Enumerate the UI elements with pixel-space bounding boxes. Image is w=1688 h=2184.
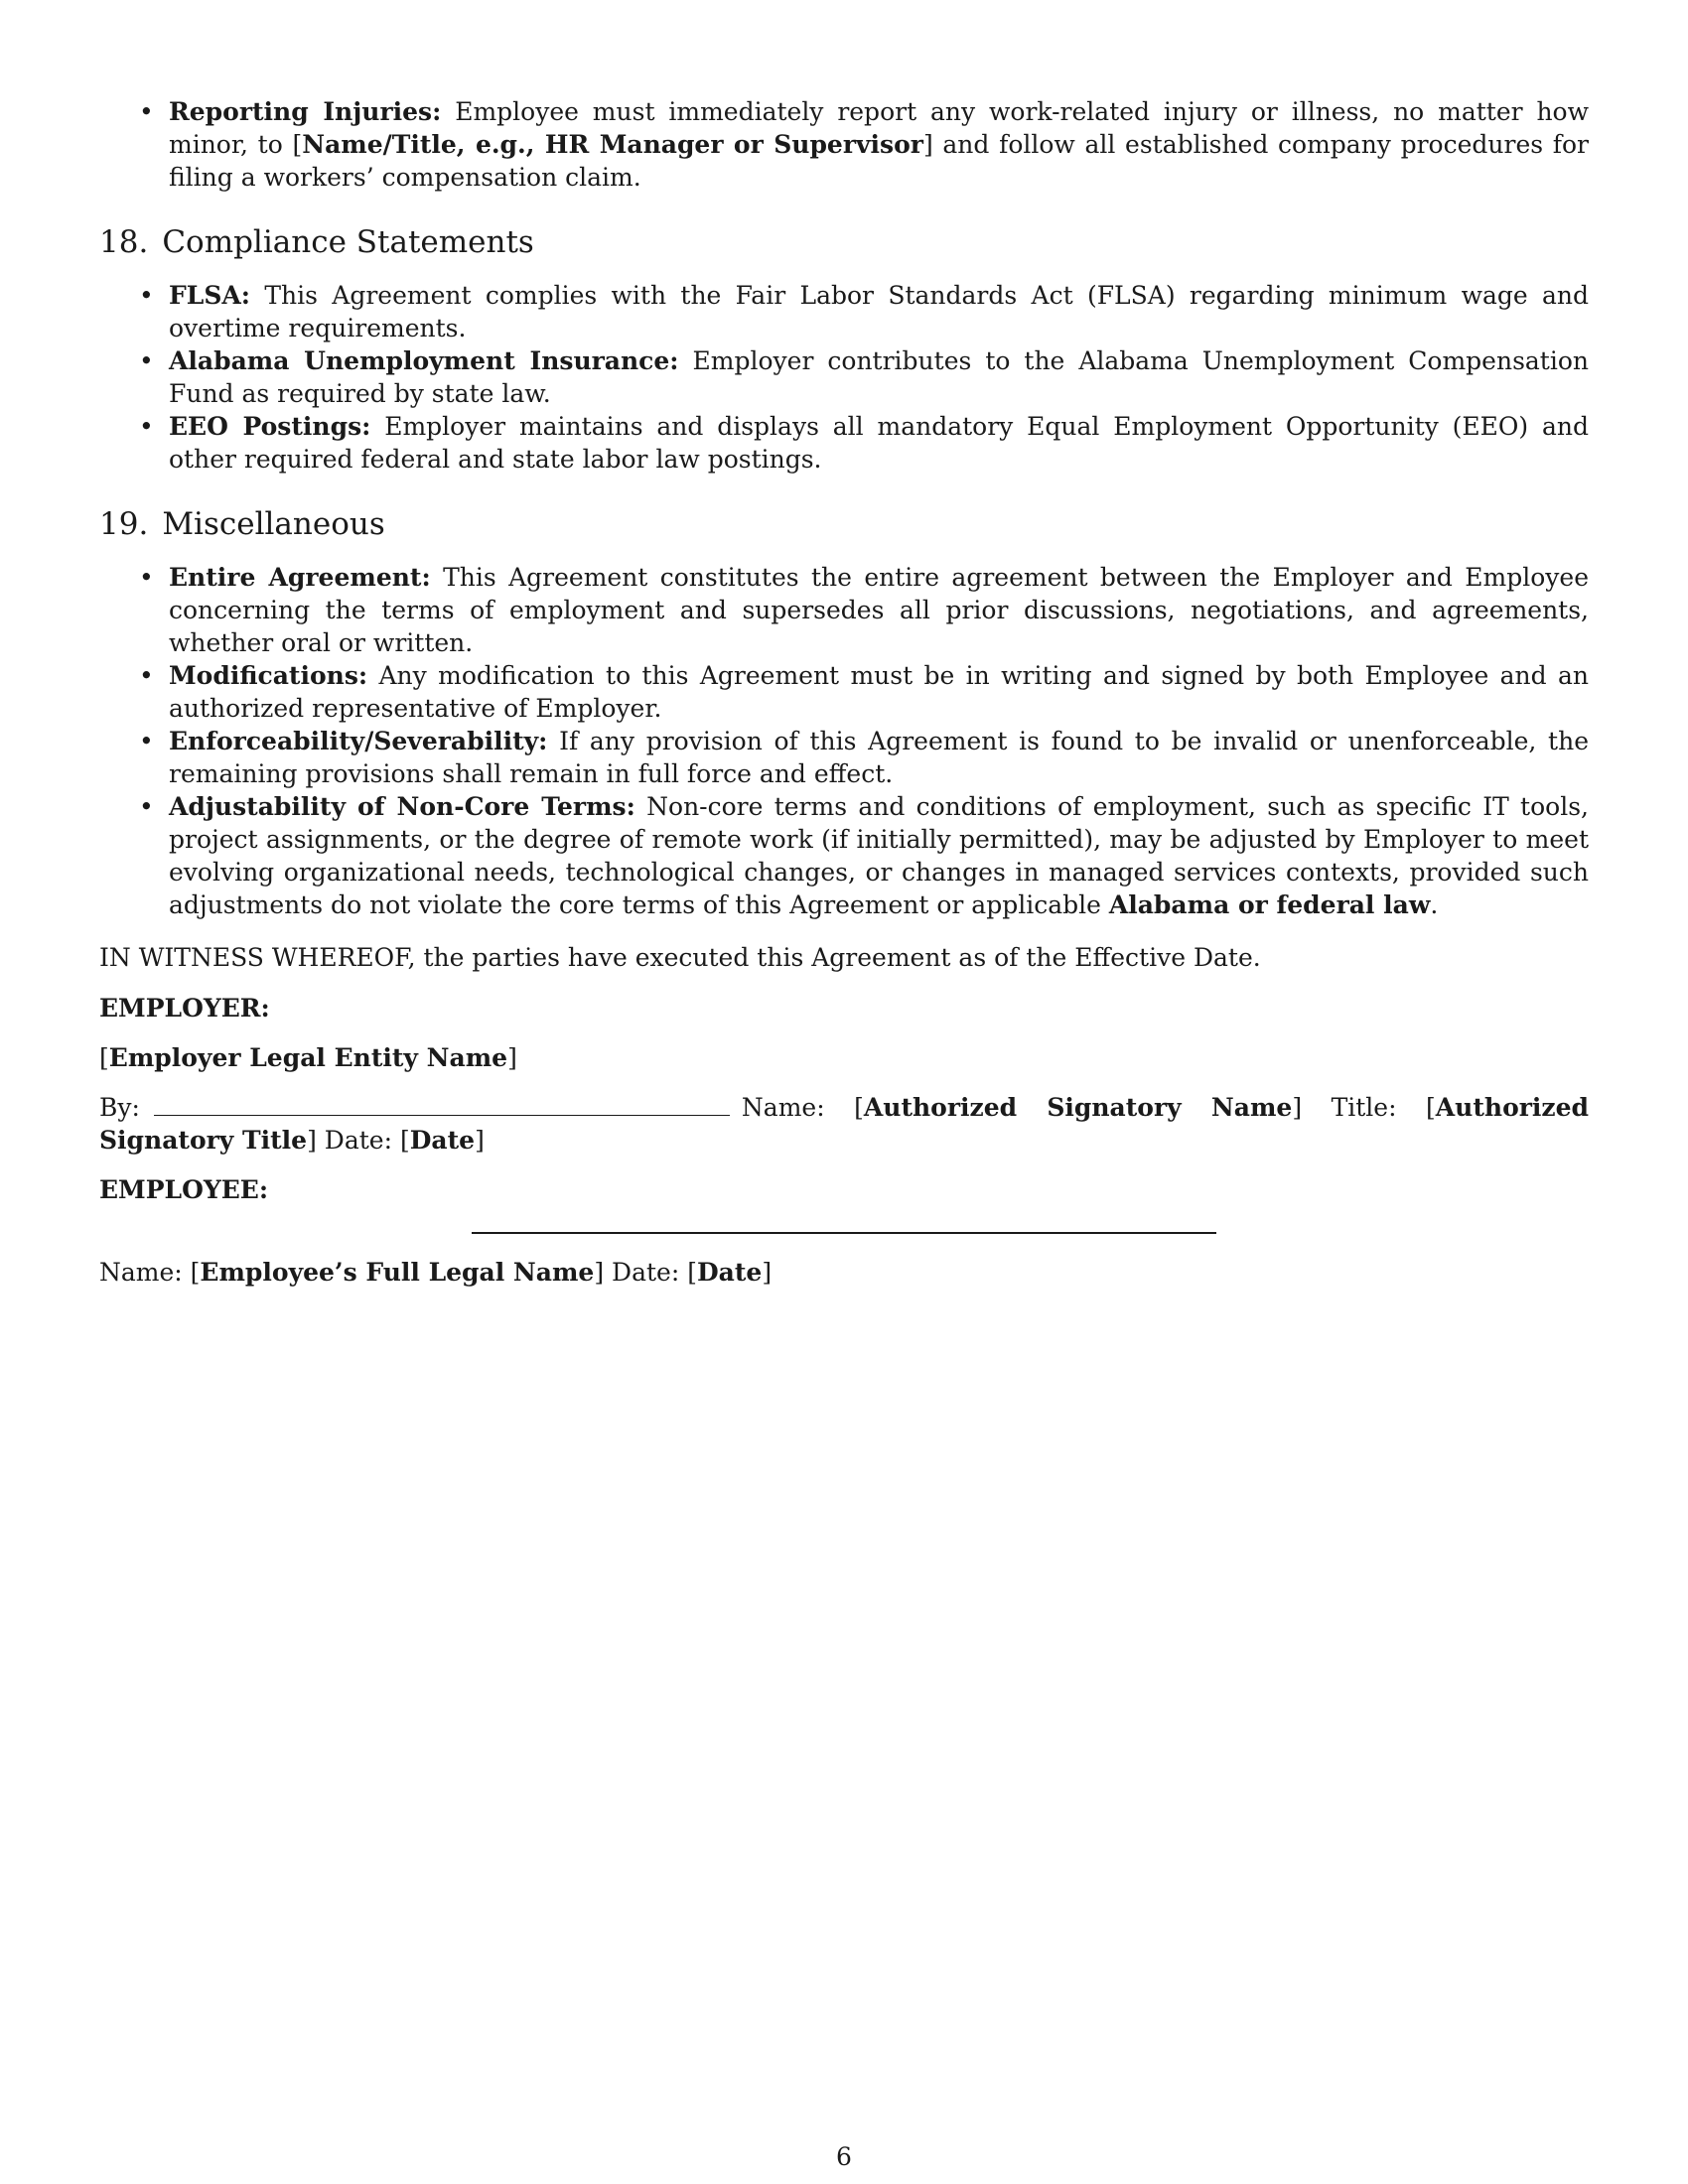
item-label: Modifications: <box>169 661 368 690</box>
list-item <box>99 410 1589 476</box>
section-18-number: 18. <box>99 224 149 260</box>
witness-statement: IN WITNESS WHEREOF, the parties have executed this Agreement as of the Effective Date. <box>99 943 1261 972</box>
list-item <box>99 344 1589 410</box>
list-item <box>99 659 1589 725</box>
item-text: Employer contributes to the Alabama Unemployment Compensation Fund as required by state law. <box>169 346 1589 408</box>
list-item <box>99 725 1589 790</box>
item-label: EEO Postings: <box>169 412 371 441</box>
item-label: Enforceability/Severability: <box>169 727 548 755</box>
reporting-injuries-text: Employee must immediately report any work-related injury or illness, no matter how minor, to [ <box>169 97 1589 159</box>
item-text: This Agreement complies with the Fair Labor Standards Act (FLSA) regarding minimum wage and overtime requirements. <box>169 281 1589 342</box>
section-19-number: 19. <box>99 506 149 542</box>
compliance-list <box>99 279 1589 476</box>
item-text: Any modification to this Agreement must be in writing and signed by both Employee and an authorized representative of Employer. <box>169 661 1589 723</box>
bracket: [ <box>99 1043 109 1072</box>
item-text: This Agreement constitutes the entire agreement between the Employer and Employee concerning the terms of employment and supersedes all prior discussions, negotiations, and agreements, whether oral or written. <box>169 563 1589 657</box>
section-18-title: Compliance Statements <box>162 224 534 260</box>
item-text: Non-core terms and conditions of employment, such as specific IT tools, project assignments, or the degree of remote work (if initially permitted), may be adjusted by Employer to meet evolving organizational needs, technological changes, or changes in managed services contexts, provided such adjustments do not violate the core terms of this Agreement or applicable <box>169 792 1589 919</box>
date-label: ] Date: [ <box>594 1258 697 1287</box>
item-text: Employer maintains and displays all mandatory Equal Employment Opportunity (EEO) and other required federal and state labor law postings. <box>169 412 1589 474</box>
reporting-contact-placeholder: Name/Title, e.g., HR Manager or Supervisor <box>302 130 923 159</box>
page-number: 6 <box>836 2142 852 2171</box>
list-item <box>99 561 1589 659</box>
bracket: ] <box>475 1126 485 1155</box>
employer-signature-block <box>99 1091 1589 1157</box>
item-label: Adjustability of Non-Core Terms: <box>169 792 635 821</box>
employer-label: EMPLOYER: <box>99 994 270 1023</box>
employee-signature-line <box>472 1232 1216 1234</box>
reporting-injuries-label: Reporting Injuries: <box>169 97 442 126</box>
employer-date: Date <box>409 1126 476 1155</box>
item-label: FLSA: <box>169 281 251 310</box>
list-item <box>99 279 1589 344</box>
bracket: ] <box>507 1043 517 1072</box>
authorized-signatory-name: Authorized Signatory Name <box>863 1093 1293 1122</box>
item-bold-law: Alabama or federal law <box>1108 890 1431 919</box>
employer-entity-name: Employer Legal Entity Name <box>108 1043 508 1072</box>
employee-full-legal-name: Employee’s Full Legal Name <box>200 1258 595 1287</box>
miscellaneous-list <box>99 561 1589 921</box>
list-item <box>99 790 1589 921</box>
employer-entity-line <box>99 1041 1589 1074</box>
employer-signature-line <box>154 1093 730 1116</box>
bracket: ] <box>762 1258 773 1287</box>
reporting-injuries-text-end: ] and follow all established company procedures for filing a workers’ compensation claim. <box>169 130 1590 192</box>
item-text-end: . <box>1430 890 1439 919</box>
section-18-heading <box>99 223 1589 261</box>
section-19-title: Miscellaneous <box>162 506 385 542</box>
employee-date: Date <box>696 1258 763 1287</box>
title-label: ] Title: [ <box>1292 1093 1436 1122</box>
authorized-signatory-title: Authorized Signatory Title <box>99 1093 1589 1155</box>
employee-label: EMPLOYEE: <box>99 1175 269 1204</box>
date-label: ] Date: [ <box>307 1126 410 1155</box>
name-label: Name: [ <box>99 1258 201 1287</box>
item-label: Entire Agreement: <box>169 563 431 592</box>
item-label: Alabama Unemployment Insurance: <box>169 346 679 375</box>
reporting-injuries-item <box>99 95 1589 194</box>
item-text: If any provision of this Agreement is found to be invalid or unenforceable, the remaining provisions shall remain in full force and effect. <box>169 727 1589 788</box>
reporting-list <box>99 95 1589 194</box>
document-page <box>99 95 1589 1289</box>
employee-name-line <box>99 1256 1589 1289</box>
name-label: Name: [ <box>741 1093 864 1122</box>
by-label: By: <box>99 1093 140 1122</box>
section-19-heading <box>99 505 1589 543</box>
